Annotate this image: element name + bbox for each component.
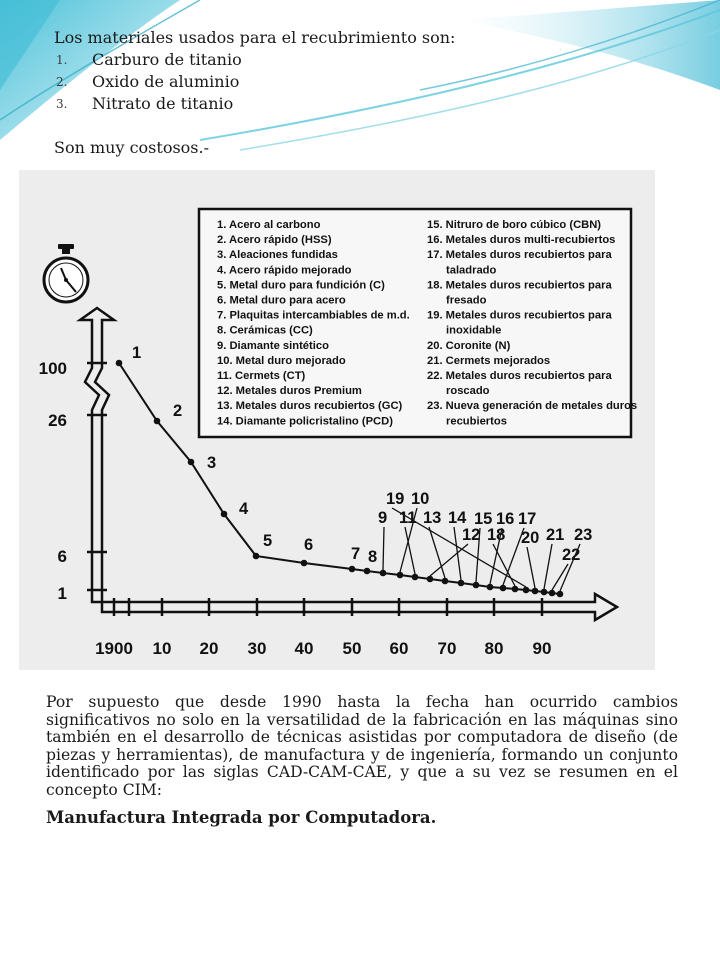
point-label: 21 — [546, 526, 565, 544]
point-label: 7 — [351, 545, 361, 563]
data-point — [301, 560, 308, 567]
body-paragraph: Por supuesto que desde 1990 hasta la fecha han ocurrido cambios significativos no solo en la versatilidad de la fabricación en las máquinas sino también en el desarrollo de técnicas asistidas por computadora de diseño (de piezas y herramientas), de manufactura y de ingeniería, formando un conjunto identificado por las siglas CAD-CAM-CAE, y que a su vez se resumen en el concepto CIM: — [46, 693, 678, 799]
data-point — [541, 589, 548, 596]
point-label: 10 — [411, 490, 430, 508]
y-tick-label: 1 — [57, 584, 67, 603]
legend-entry: 3. Aleaciones fundidas — [217, 249, 338, 262]
point-label: 13 — [423, 509, 442, 527]
x-tick-label: 60 — [389, 639, 409, 658]
point-label: 12 — [462, 526, 481, 544]
list-number: 2. — [56, 75, 68, 89]
legend-entry: 17. Metales duros recubiertos para — [427, 249, 612, 262]
data-point — [523, 587, 530, 594]
cost-note: Son muy costosos.- — [54, 138, 209, 157]
materials-list — [54, 49, 554, 115]
list-text: Oxido de aluminio — [92, 72, 240, 91]
x-tick-label: 70 — [437, 639, 457, 658]
point-label: 20 — [521, 529, 540, 547]
data-point — [349, 566, 356, 573]
y-tick-label: 100 — [38, 359, 67, 378]
legend-entry: 13. Metales duros recubiertos (GC) — [217, 400, 403, 413]
point-label: 16 — [496, 510, 515, 528]
legend-entry: 15. Nitruro de boro cúbico (CBN) — [427, 219, 602, 231]
x-tick-label: 50 — [342, 639, 362, 658]
data-point — [442, 578, 449, 585]
legend-entry: 22. Metales duros recubiertos para — [427, 370, 612, 382]
legend-entry: 18. Metales duros recubiertos para — [427, 279, 612, 292]
legend-entry: 2. Acero rápido (HSS) — [217, 234, 332, 247]
list-item — [54, 71, 554, 93]
legend-entry: 6. Metal duro para acero — [217, 294, 346, 307]
list-text: Nitrato de titanio — [92, 94, 234, 113]
point-label: 9 — [378, 509, 388, 527]
legend-entry: 20. Coronite (N) — [427, 339, 511, 352]
point-label: 1 — [132, 344, 142, 362]
point-label: 5 — [263, 532, 273, 550]
point-label: 17 — [518, 510, 537, 528]
point-label: 19 — [386, 490, 405, 508]
legend-entry: 10. Metal duro mejorado — [217, 354, 346, 367]
data-point — [380, 570, 387, 577]
point-label: 23 — [574, 526, 593, 544]
point-label: 6 — [304, 536, 314, 554]
data-point — [397, 572, 404, 579]
data-point — [473, 582, 480, 589]
point-label: 11 — [399, 509, 417, 527]
legend-entry: inoxidable — [446, 324, 502, 337]
data-point — [412, 574, 419, 581]
legend-entry: 7. Plaquitas intercambiables de m.d. — [217, 309, 410, 322]
data-point — [188, 459, 195, 466]
data-point — [427, 576, 434, 583]
x-tick-label: 20 — [199, 639, 219, 658]
tool-materials-timeline-figure — [19, 170, 655, 670]
x-tick-label: 30 — [247, 639, 267, 658]
data-point — [116, 360, 123, 367]
data-point — [221, 511, 228, 518]
y-tick-label: 26 — [48, 411, 67, 430]
legend-entry: 8. Cerámicas (CC) — [217, 324, 313, 337]
point-label: 3 — [207, 454, 217, 472]
legend-entry: 16. Metales duros multi-recubiertos — [427, 234, 616, 247]
conclusion-line: Manufactura Integrada por Computadora. — [46, 808, 437, 827]
data-point — [487, 584, 494, 591]
legend-entry: roscado — [446, 385, 490, 398]
data-point — [364, 568, 371, 575]
list-item — [54, 49, 554, 71]
legend-entry: fresado — [446, 294, 487, 307]
data-point — [154, 418, 161, 425]
data-point — [549, 590, 556, 597]
point-label: 22 — [562, 546, 581, 564]
data-point — [458, 580, 465, 587]
point-label: 15 — [474, 510, 493, 528]
data-point — [557, 591, 564, 598]
legend-entry: recubiertos — [446, 415, 507, 428]
data-point — [500, 585, 507, 592]
legend-entry: 5. Metal duro para fundición (C) — [217, 279, 385, 292]
x-tick-label: 90 — [532, 639, 552, 658]
list-number: 3. — [56, 97, 68, 111]
point-label: 18 — [487, 526, 506, 544]
point-label: 14 — [448, 509, 467, 527]
x-tick-label: 10 — [152, 639, 172, 658]
legend-entry: 19. Metales duros recubiertos para — [427, 309, 612, 322]
legend-entry: 9. Diamante sintético — [217, 339, 329, 352]
x-tick-label: 80 — [484, 639, 504, 658]
legend-entry: 21. Cermets mejorados — [427, 354, 551, 367]
list-number: 1. — [56, 53, 68, 67]
x-tick-label: 40 — [294, 639, 314, 658]
list-text: Carburo de titanio — [92, 50, 242, 69]
data-point — [532, 588, 539, 595]
point-label: 8 — [368, 548, 378, 566]
x-tick-label: 1900 — [95, 639, 133, 658]
legend-entry: 14. Diamante policristalino (PCD) — [217, 415, 393, 428]
legend-entry: 23. Nueva generación de metales duros — [427, 400, 638, 413]
intro-block — [54, 27, 554, 159]
data-point — [253, 553, 260, 560]
legend-entry: 4. Acero rápido mejorado — [217, 264, 352, 277]
list-item — [54, 93, 554, 115]
point-label: 4 — [239, 500, 249, 518]
data-point — [512, 586, 519, 593]
legend-entry: 1. Acero al carbono — [217, 219, 321, 231]
y-tick-label: 6 — [57, 547, 67, 566]
legend-entry: 12. Metales duros Premium — [217, 385, 362, 398]
intro-heading: Los materiales usados para el recubrimiento son: — [54, 28, 456, 47]
legend-entry: 11. Cermets (CT) — [217, 370, 306, 382]
point-label: 2 — [173, 402, 183, 420]
legend-entry: taladrado — [446, 264, 497, 277]
